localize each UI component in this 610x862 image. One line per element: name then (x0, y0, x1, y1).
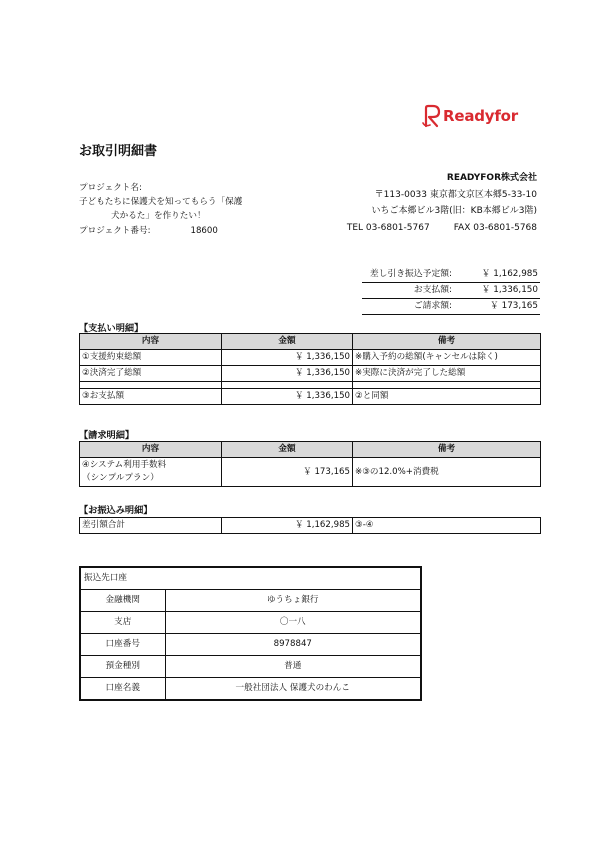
payment-table (79, 333, 541, 405)
account-row-branch (80, 612, 421, 634)
account-row-bank (80, 590, 421, 612)
account-value: 一般社団法人 保護犬のわんこ (165, 678, 421, 701)
note-cell: ※実際に決済が完了した総額 (353, 366, 541, 382)
account-label: 支店 (80, 612, 165, 634)
company-info (347, 170, 537, 236)
company-contact (347, 220, 537, 237)
summary-label: お支払額: (413, 285, 452, 295)
summary-row-payment (362, 283, 540, 299)
company-address2: いちご本郷ビル3階(旧：KB本郷ビル3階) (371, 206, 537, 216)
summary-label: ご請求額: (413, 301, 452, 311)
transfer-table (79, 517, 541, 534)
col-header-amount: 金額 (222, 334, 353, 350)
billing-table (79, 441, 541, 487)
readyfor-logo (422, 103, 518, 129)
table-header-row (80, 442, 541, 458)
account-value: 8978847 (165, 634, 421, 656)
project-name-value (79, 195, 279, 223)
item-cell (80, 458, 222, 487)
account-row-number (80, 634, 421, 656)
table-row (80, 366, 541, 382)
project-name-label: プロジェクト名: (79, 183, 142, 193)
summary-value: ￥ 1,162,985 (481, 269, 538, 279)
project-number-row (79, 224, 279, 238)
payment-section-heading: 【支払い明細】 (79, 323, 144, 334)
project-name-line1: 子どもたちに保護犬を知ってもらう「保護 (79, 197, 243, 207)
account-value: 普通 (165, 656, 421, 678)
project-number-label: プロジェクト番号: (79, 226, 151, 236)
readyfor-r-icon (422, 104, 442, 128)
note-cell: ③-④ (353, 518, 541, 534)
summary-box (362, 267, 540, 315)
item-line1: ④システム利用手数料 (82, 460, 167, 470)
account-value: 〇一八 (165, 612, 421, 634)
account-header-row (80, 567, 421, 590)
account-value: ゆうちょ銀行 (165, 590, 421, 612)
item-line2: （シンプルプラン） (82, 473, 159, 483)
summary-row-billing (362, 299, 540, 315)
col-header-item: 内容 (80, 442, 222, 458)
billing-section-heading: 【請求明細】 (79, 430, 135, 441)
account-label: 口座番号 (80, 634, 165, 656)
col-header-note: 備考 (353, 334, 541, 350)
note-cell: ②と同額 (353, 389, 541, 405)
item-cell: ②決済完了総額 (80, 366, 222, 382)
note-cell: ※③の12.0%+消費税 (353, 458, 541, 487)
account-label: 預金種別 (80, 656, 165, 678)
item-cell: 差引額合計 (80, 518, 222, 534)
summary-value: ￥ 1,336,150 (481, 285, 538, 295)
summary-label: 差し引き振込予定額: (369, 269, 452, 279)
note-cell: ※購入予約の総額(キャンセルは除く) (353, 350, 541, 366)
table-row (80, 350, 541, 366)
amount-cell: ￥ 1,336,150 (222, 389, 353, 405)
logo-text: Readyfor (443, 107, 518, 125)
transfer-section-heading: 【お振込み明細】 (79, 505, 153, 516)
table-header-row (80, 334, 541, 350)
table-total-row (80, 389, 541, 405)
col-header-note: 備考 (353, 442, 541, 458)
project-info (79, 181, 279, 238)
account-row-type (80, 656, 421, 678)
company-address1: 〒113-0033 東京都文京区本郷5-33-10 (374, 189, 537, 200)
table-spacer-row (80, 382, 541, 389)
item-cell: ①支援約束総額 (80, 350, 222, 366)
table-row (80, 518, 541, 534)
account-row-holder (80, 678, 421, 701)
project-name-line2: 犬かるた」を作りたい！ (111, 211, 206, 221)
amount-cell: ￥ 1,336,150 (222, 350, 353, 366)
company-fax: FAX 03-6801-5768 (453, 222, 537, 233)
summary-value: ￥ 173,165 (490, 301, 538, 311)
account-label: 口座名義 (80, 678, 165, 701)
col-header-amount: 金額 (222, 442, 353, 458)
company-tel: TEL 03-6801-5767 (346, 222, 430, 233)
col-header-item: 内容 (80, 334, 222, 350)
bank-account-table (79, 566, 422, 701)
table-row (80, 458, 541, 487)
project-number-value: 18600 (190, 226, 218, 236)
document-title: お取引明細書 (79, 144, 158, 159)
amount-cell: ￥ 1,336,150 (222, 366, 353, 382)
summary-row-net-transfer (362, 267, 540, 283)
company-name: READYFOR株式会社 (446, 173, 537, 183)
amount-cell: ￥ 1,162,985 (222, 518, 353, 534)
amount-cell: ￥ 173,165 (222, 458, 353, 487)
item-cell: ③お支払額 (80, 389, 222, 405)
account-header: 振込先口座 (80, 567, 421, 590)
account-label: 金融機関 (80, 590, 165, 612)
